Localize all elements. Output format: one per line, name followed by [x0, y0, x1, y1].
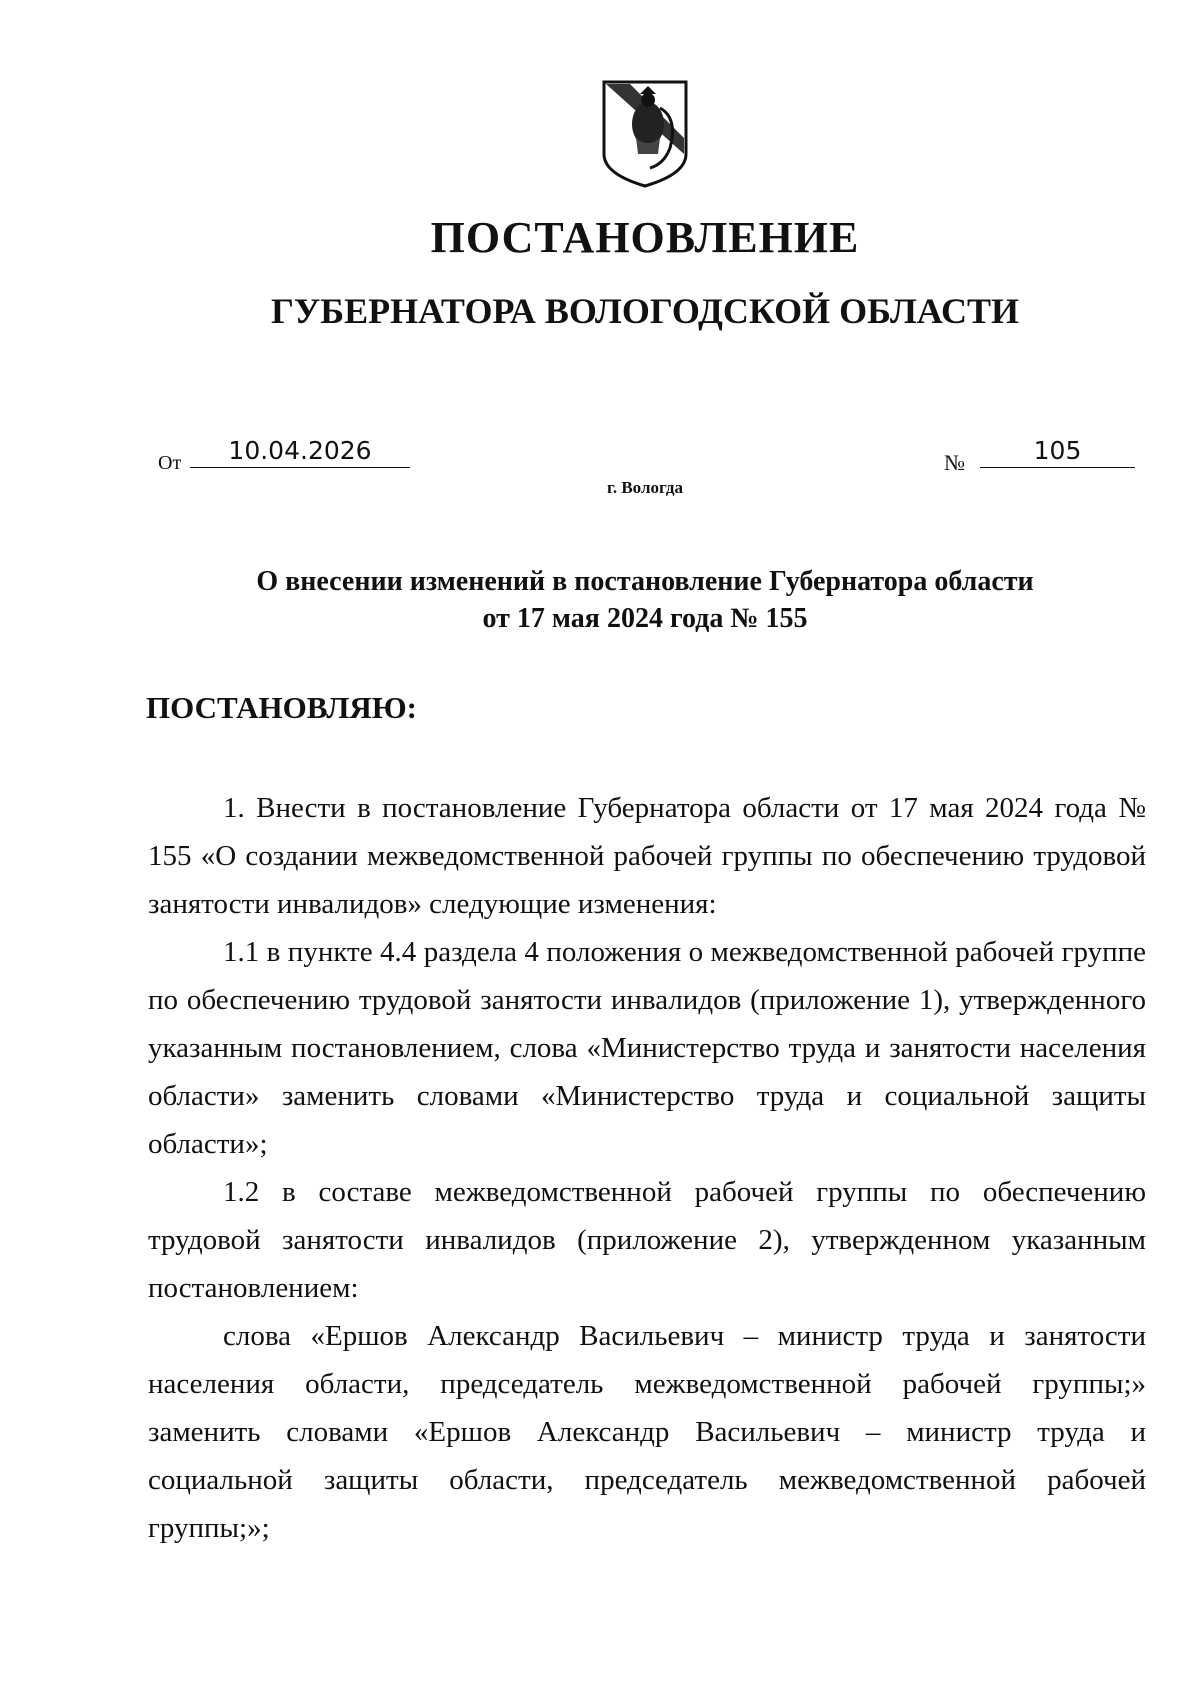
date-label: От: [158, 452, 182, 474]
number-label: №: [944, 450, 965, 475]
paragraph-1-2: 1.2 в составе межведомственной рабочей группы по обеспечению трудовой занятости инвалидов (приложение 2), утвержденном указанным постановлением:: [148, 1176, 1146, 1304]
coat-of-arms-icon: [600, 78, 690, 190]
document-body: [148, 784, 1146, 1552]
city-label: г. Вологда: [607, 478, 683, 497]
document-subtitle: ГУБЕРНАТОРА ВОЛОГОДСКОЙ ОБЛАСТИ: [270, 291, 1020, 331]
document-title: ПОСТАНОВЛЕНИЕ: [430, 213, 860, 262]
decree-label: ПОСТАНОВЛЯЮ:: [146, 690, 417, 725]
paragraph-words-replacement: слова «Ершов Александр Васильевич – министр труда и занятости населения области, председатель межведомственной рабочей группы;» заменить словами «Ершов Александр Васильевич – министр труда и социальной защиты области, председатель межведомственной рабочей группы;»;: [148, 1320, 1146, 1544]
heading-line-2: от 17 мая 2024 года № 155: [482, 603, 808, 634]
document-date: 10.04.2026: [190, 436, 410, 468]
paragraph-1: 1. Внести в постановление Губернатора области от 17 мая 2024 года № 155 «О создании межведомственной рабочей группы по обеспечению трудовой занятости инвалидов» следующие изменения:: [148, 792, 1146, 920]
document-number: 105: [980, 436, 1135, 468]
document-heading: [0, 563, 1200, 637]
paragraph-1-1: 1.1 в пункте 4.4 раздела 4 положения о межведомственной рабочей группе по обеспечению трудовой занятости инвалидов (приложение 1), утвержденного указанным постановлением, слова «Министерство труда и занятости населения области» заменить словами «Министерство труда и социальной защиты области»;: [148, 936, 1146, 1160]
heading-line-1: О внесении изменений в постановление Губернатора области: [256, 566, 1034, 597]
